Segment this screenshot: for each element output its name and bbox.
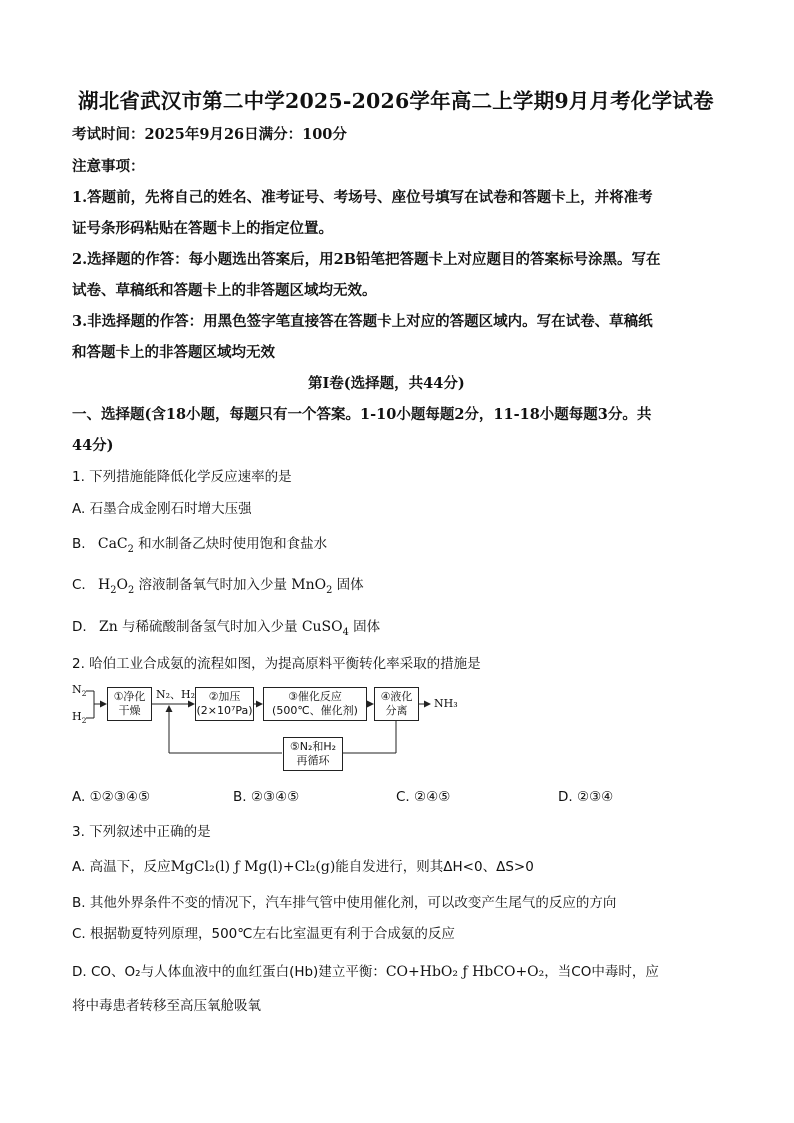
q3-option-d-line-2: 将中毒患者转移至高压氧舱吸氧	[72, 998, 261, 1014]
q3-option-b: B. 其他外界条件不变的情况下，汽车排气管中使用催化剂，可以改变产生尾气的反应的方向	[72, 895, 617, 911]
flow-nh3: NH₃	[434, 697, 458, 710]
flow-box-pressurize	[195, 687, 254, 721]
box2-line1: ②加压	[208, 690, 241, 703]
box5-line1: ⑤N₂和H₂	[289, 740, 337, 753]
flow-box-liquefy	[374, 687, 419, 721]
flow-h2-text: H	[72, 710, 82, 723]
box3-line2: (500℃、催化剂)	[272, 704, 358, 717]
notes-heading: 注意事项：	[72, 158, 145, 175]
flow-n2	[72, 683, 87, 698]
flow-h2-sub: 2	[81, 716, 87, 726]
q2-stem: 2. 哈伯工业合成氨的流程如图，为提高原料平衡转化率采取的措施是	[72, 656, 481, 672]
section-heading-line-2: 44分)	[72, 437, 114, 454]
q1-option-b-label: B.	[72, 536, 86, 552]
flow-h2	[72, 710, 87, 725]
note-1-line-2: 证号条形码粘贴在答题卡上的指定位置。	[72, 220, 333, 237]
q2-option-c: C. ②④⑤	[396, 789, 451, 805]
q1-option-a: A. 石墨合成金刚石时增大压强	[72, 501, 252, 517]
q3-a-suffix: 能自发进行，则其ΔH<0、ΔS>0	[335, 859, 534, 875]
note-1-line-1: 1.答题前，先将自己的姓名、准考证号、考场号、座位号填写在试卷和答题卡上，并将准考	[72, 189, 653, 206]
q3-option-d	[72, 960, 659, 980]
q2-option-b: B. ②③④⑤	[233, 789, 300, 805]
q3-d-suffix: ，当CO中毒时，应	[544, 964, 659, 980]
q2-option-d: D. ②③④	[558, 789, 614, 805]
q1-option-d-text2: 固体	[353, 619, 381, 635]
mno2-formula: MnO$_2$	[291, 577, 333, 596]
q3-option-a	[72, 855, 534, 875]
q1-option-b-formula	[97, 536, 134, 555]
q1-option-d-label: D.	[72, 619, 87, 635]
box4-line1: ④液化	[380, 690, 413, 703]
q2-option-a: A. ①②③④⑤	[72, 789, 151, 805]
note-2-line-1: 2.选择题的作答：每小题选出答案后，用2B铅笔把答题卡上对应题目的答案标号涂黑。写在	[72, 251, 661, 268]
q3-d-equation: CO+HbO₂ ƒ HbCO+O₂	[385, 964, 545, 980]
q3-stem: 3. 下列叙述中正确的是	[72, 824, 211, 840]
q1-option-c	[72, 573, 364, 596]
flow-box-purify	[107, 687, 152, 721]
q3-option-c: C. 根据勒夏特列原理，500℃左右比室温更有利于合成氨的反应	[72, 926, 455, 942]
flow-n2-text: N	[72, 683, 82, 696]
box4-line2: 分离	[385, 704, 408, 717]
q1-option-b-text: 和水制备乙炔时使用饱和食盐水	[138, 536, 328, 552]
q1-option-d-text1: 与稀硫酸制备氢气时加入少量	[122, 619, 298, 635]
box5-line2: 再循环	[296, 754, 330, 767]
cuso4-subscript: 4	[342, 626, 349, 638]
box1-line2: 干燥	[118, 704, 141, 717]
note-2-line-2: 试卷、草稿纸和答题卡上的非答题区域均无效。	[72, 282, 377, 299]
flow-box-recycle	[283, 737, 343, 771]
section-heading-line-1: 一、选择题(含18小题，每题只有一个答案。1-10小题每题2分，11-18小题每题3分。共	[72, 406, 652, 423]
exam-info: 考试时间：2025年9月26日满分：100分	[72, 126, 347, 143]
h2o2-formula: $H_2O_2$	[98, 577, 135, 596]
q1-option-c-label: C.	[72, 577, 86, 593]
q1-stem: 1. 下列措施能降低化学反应速率的是	[72, 469, 292, 485]
note-3-line-2: 和答题卡上的非答题区域均无效	[72, 344, 275, 361]
cac2-subscript: 2	[127, 543, 134, 555]
q1-option-c-text2: 固体	[336, 577, 364, 593]
note-3-line-1: 3.非选择题的作答：用黑色签字笔直接答在答题卡上对应的答题区域内。写在试卷、草稿纸	[72, 313, 653, 330]
cac2-formula: CaC	[97, 536, 128, 552]
flow-box-catalysis	[263, 687, 367, 721]
q3-a-equation: MgCl₂(l) ƒ Mg(l)+Cl₂(g)	[170, 859, 336, 875]
haber-flow-diagram	[70, 680, 490, 775]
zn-formula: Zn	[98, 619, 118, 635]
q1-option-c-text1: 溶液制备氧气时加入少量	[138, 577, 287, 593]
box2-line2: (2×10⁷Pa)	[196, 704, 253, 717]
box3-line1: ③催化反应	[288, 690, 342, 703]
cuso4-formula	[301, 619, 349, 638]
exam-title: 湖北省武汉市第二中学2025-2026学年高二上学期9月月考化学试卷	[78, 89, 714, 113]
flow-n2-sub: 2	[81, 689, 87, 699]
q3-d-prefix: D. CO、O₂与人体血液中的血红蛋白(Hb)建立平衡：	[72, 964, 386, 980]
part-heading: 第Ⅰ卷(选择题，共44分)	[308, 375, 465, 392]
q3-a-prefix: A. 高温下，反应	[72, 859, 171, 875]
q1-option-b	[72, 532, 327, 555]
box1-line1: ①净化	[113, 690, 146, 703]
flow-arrow-label: N₂、H₂	[156, 688, 196, 701]
cuso4-main: CuSO	[301, 619, 343, 635]
q1-option-d	[72, 615, 380, 638]
